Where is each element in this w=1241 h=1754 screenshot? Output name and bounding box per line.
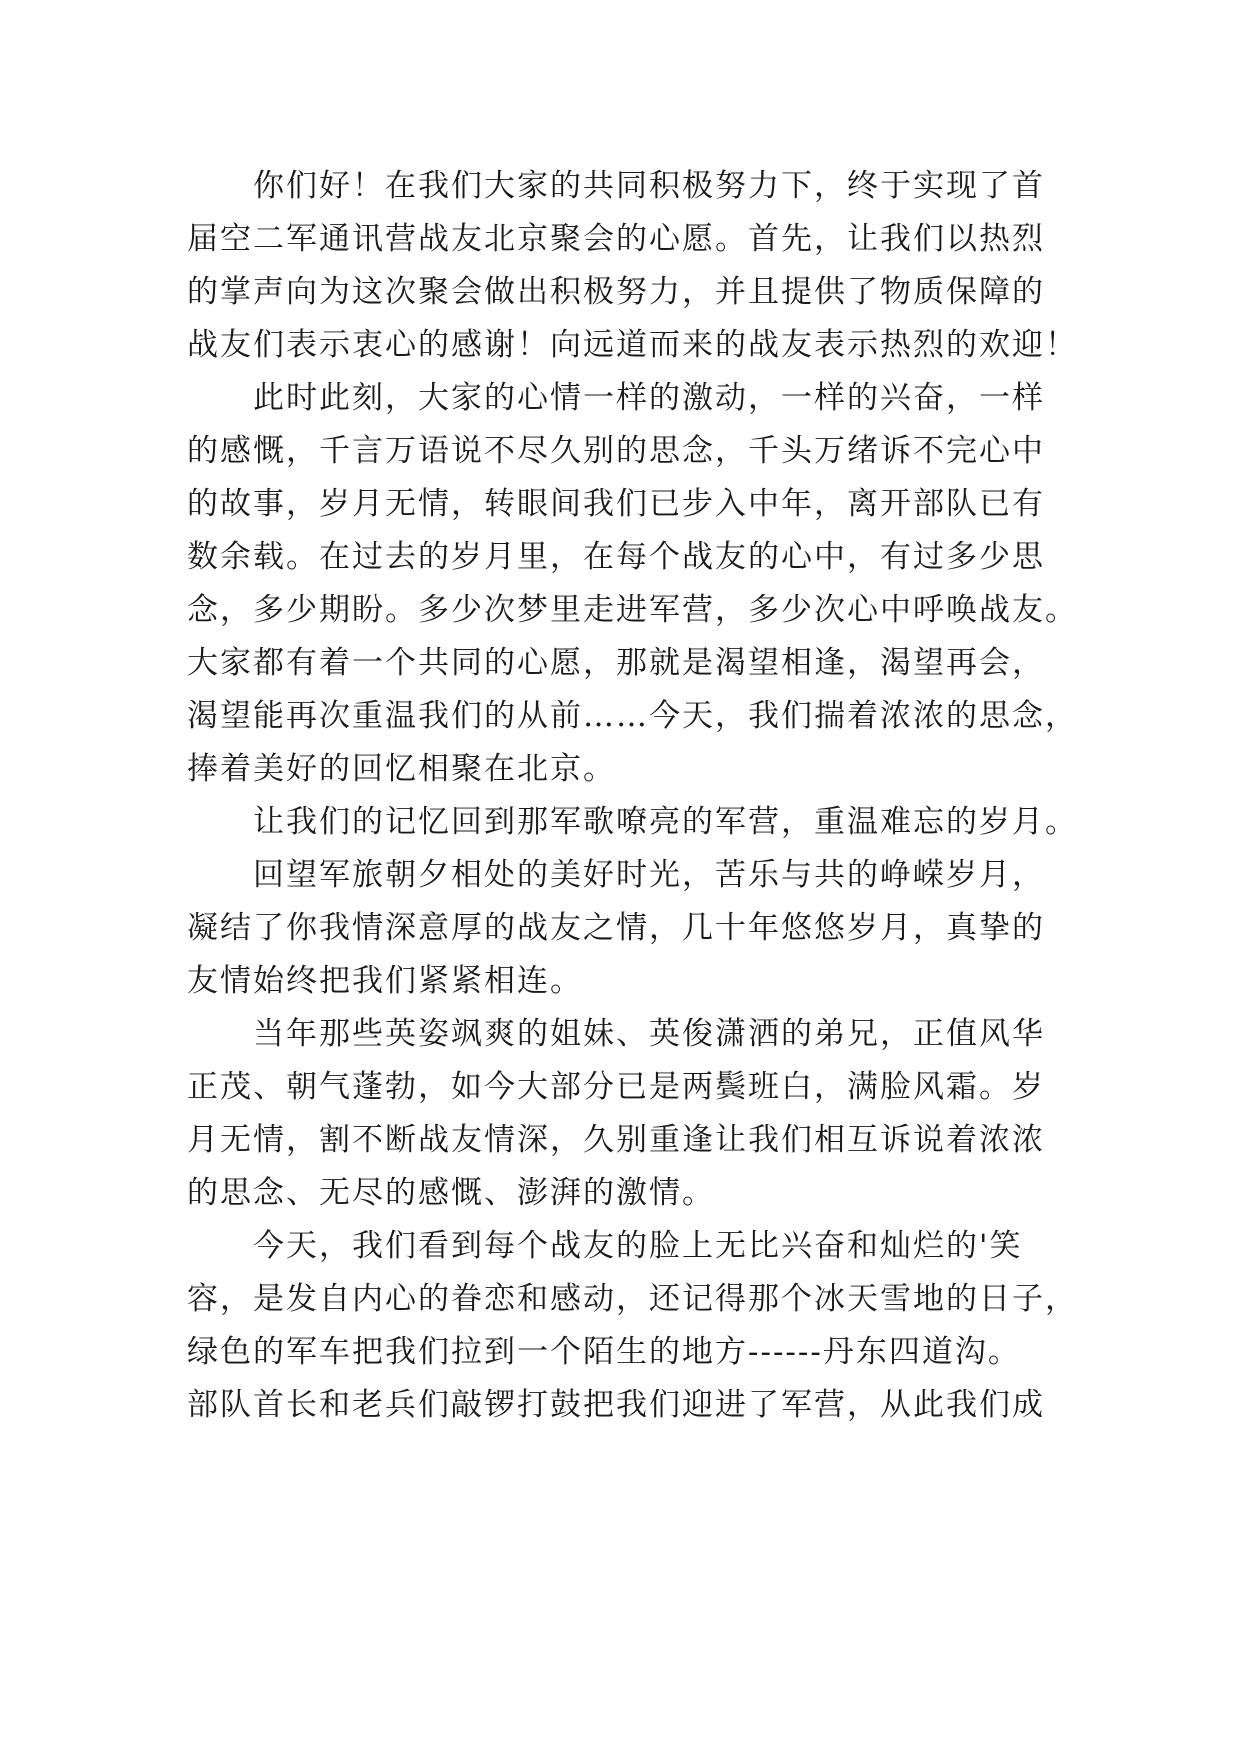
text-line: 此时此刻，大家的心情一样的激动，一样的兴奋，一样	[187, 380, 1045, 416]
text-line: 今天，我们看到每个战友的脸上无比兴奋和灿烂的'笑	[187, 1228, 1023, 1264]
text-line: 大家都有着一个共同的心愿，那就是渴望相逢，渴望再会，	[187, 645, 1045, 681]
text-line: 的思念、无尽的感慨、澎湃的激情。	[187, 1175, 715, 1211]
text-line: 捧着美好的回忆相聚在北京。	[187, 751, 616, 787]
text-line: 的掌声向为这次聚会做出积极努力，并且提供了物质保障的	[187, 274, 1045, 310]
text-line: 当年那些英姿飒爽的姐妹、英俊潇洒的弟兄，正值风华	[187, 1016, 1045, 1052]
text-line: 绿色的军车把我们拉到一个陌生的地方------丹东四道沟。	[187, 1334, 1021, 1370]
text-line: 届空二军通讯营战友北京聚会的心愿。首先，让我们以热烈	[187, 221, 1045, 257]
text-line: 数余载。在过去的岁月里，在每个战友的心中，有过多少思	[187, 539, 1045, 575]
text-line: 容，是发自内心的眷恋和感动，还记得那个冰天雪地的日子，	[187, 1281, 1078, 1317]
text-line: 渴望能再次重温我们的从前……今天，我们揣着浓浓的思念，	[187, 698, 1078, 734]
text-line: 的故事，岁月无情，转眼间我们已步入中年，离开部队已有	[187, 486, 1045, 522]
text-line: 你们好！在我们大家的共同积极努力下，终于实现了首	[187, 168, 1045, 204]
text-line: 部队首长和老兵们敲锣打鼓把我们迎进了军营，从此我们成	[187, 1387, 1045, 1423]
text-line: 战友们表示衷心的感谢！向远道而来的战友表示热烈的欢迎！	[187, 327, 1078, 363]
text-line: 友情始终把我们紧紧相连。	[187, 963, 583, 999]
text-line: 回望军旅朝夕相处的美好时光，苦乐与共的峥嵘岁月，	[187, 857, 1045, 893]
text-line: 让我们的记忆回到那军歌嘹亮的军营，重温难忘的岁月。	[187, 804, 1078, 840]
text-line: 凝结了你我情深意厚的战友之情，几十年悠悠岁月，真挚的	[187, 910, 1045, 946]
text-line: 正茂、朝气蓬勃，如今大部分已是两鬓班白，满脸风霜。岁	[187, 1069, 1045, 1105]
text-line: 的感慨，千言万语说不尽久别的思念，千头万绪诉不完心中	[187, 433, 1045, 469]
text-line: 念，多少期盼。多少次梦里走进军营，多少次心中呼唤战友。	[187, 592, 1078, 628]
text-line: 月无情，割不断战友情深，久别重逢让我们相互诉说着浓浓	[187, 1122, 1045, 1158]
body-text	[187, 160, 1078, 1432]
